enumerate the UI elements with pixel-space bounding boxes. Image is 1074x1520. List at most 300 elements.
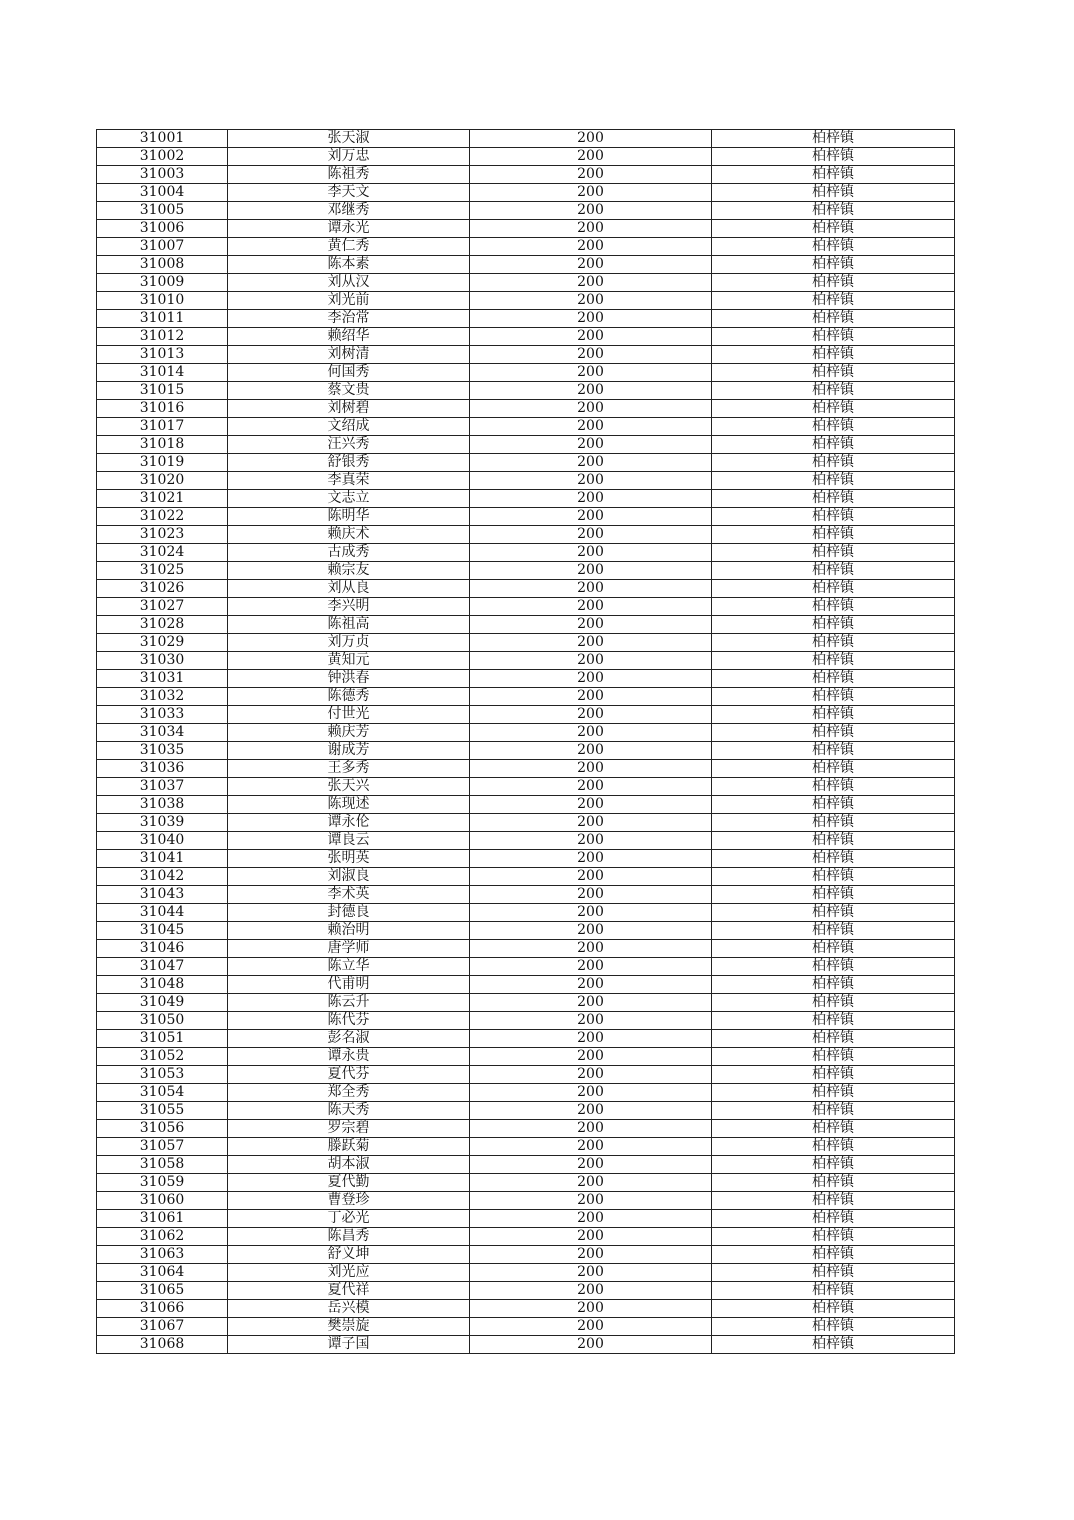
record-id-cell: 31026	[97, 580, 228, 598]
record-id-cell: 31050	[97, 1012, 228, 1030]
table-row	[97, 814, 955, 832]
town-cell: 柏梓镇	[712, 616, 955, 634]
table-row	[97, 688, 955, 706]
name-cell: 夏代芬	[228, 1066, 470, 1084]
town-cell: 柏梓镇	[712, 634, 955, 652]
record-id-cell: 31028	[97, 616, 228, 634]
table-row	[97, 1318, 955, 1336]
amount-cell: 200	[470, 1120, 712, 1138]
name-cell: 夏代勤	[228, 1174, 470, 1192]
record-id-cell: 31051	[97, 1030, 228, 1048]
amount-cell: 200	[470, 130, 712, 148]
amount-cell: 200	[470, 1030, 712, 1048]
table-row	[97, 382, 955, 400]
table-row	[97, 868, 955, 886]
table-row	[97, 328, 955, 346]
name-cell: 谭良云	[228, 832, 470, 850]
amount-cell: 200	[470, 1210, 712, 1228]
name-cell: 赖绍华	[228, 328, 470, 346]
table-row	[97, 904, 955, 922]
table-row	[97, 706, 955, 724]
name-cell: 刘淑良	[228, 868, 470, 886]
town-cell: 柏梓镇	[712, 1120, 955, 1138]
name-cell: 黄知元	[228, 652, 470, 670]
town-cell: 柏梓镇	[712, 1156, 955, 1174]
table-row	[97, 832, 955, 850]
name-cell: 谭子国	[228, 1336, 470, 1354]
record-id-cell: 31066	[97, 1300, 228, 1318]
name-cell: 赖庆术	[228, 526, 470, 544]
town-cell: 柏梓镇	[712, 274, 955, 292]
town-cell: 柏梓镇	[712, 328, 955, 346]
roster-table-body	[97, 130, 955, 1354]
amount-cell: 200	[470, 580, 712, 598]
amount-cell: 200	[470, 868, 712, 886]
record-id-cell: 31056	[97, 1120, 228, 1138]
record-id-cell: 31043	[97, 886, 228, 904]
town-cell: 柏梓镇	[712, 886, 955, 904]
name-cell: 张天兴	[228, 778, 470, 796]
name-cell: 赖庆芳	[228, 724, 470, 742]
amount-cell: 200	[470, 292, 712, 310]
amount-cell: 200	[470, 850, 712, 868]
record-id-cell: 31045	[97, 922, 228, 940]
name-cell: 谭永光	[228, 220, 470, 238]
record-id-cell: 31018	[97, 436, 228, 454]
name-cell: 陈现述	[228, 796, 470, 814]
table-row	[97, 976, 955, 994]
town-cell: 柏梓镇	[712, 1210, 955, 1228]
name-cell: 赖宗友	[228, 562, 470, 580]
table-row	[97, 544, 955, 562]
amount-cell: 200	[470, 688, 712, 706]
town-cell: 柏梓镇	[712, 652, 955, 670]
table-row	[97, 472, 955, 490]
amount-cell: 200	[470, 544, 712, 562]
town-cell: 柏梓镇	[712, 904, 955, 922]
town-cell: 柏梓镇	[712, 1174, 955, 1192]
record-id-cell: 31061	[97, 1210, 228, 1228]
table-row	[97, 1282, 955, 1300]
table-row	[97, 238, 955, 256]
town-cell: 柏梓镇	[712, 148, 955, 166]
town-cell: 柏梓镇	[712, 958, 955, 976]
record-id-cell: 31023	[97, 526, 228, 544]
town-cell: 柏梓镇	[712, 166, 955, 184]
town-cell: 柏梓镇	[712, 1336, 955, 1354]
record-id-cell: 31017	[97, 418, 228, 436]
amount-cell: 200	[470, 148, 712, 166]
name-cell: 胡本淑	[228, 1156, 470, 1174]
table-row	[97, 1102, 955, 1120]
amount-cell: 200	[470, 526, 712, 544]
amount-cell: 200	[470, 1192, 712, 1210]
amount-cell: 200	[470, 1318, 712, 1336]
name-cell: 岳兴模	[228, 1300, 470, 1318]
record-id-cell: 31044	[97, 904, 228, 922]
name-cell: 赖治明	[228, 922, 470, 940]
record-id-cell: 31063	[97, 1246, 228, 1264]
amount-cell: 200	[470, 166, 712, 184]
table-row	[97, 454, 955, 472]
name-cell: 刘万贞	[228, 634, 470, 652]
town-cell: 柏梓镇	[712, 976, 955, 994]
amount-cell: 200	[470, 346, 712, 364]
name-cell: 李兴明	[228, 598, 470, 616]
record-id-cell: 31016	[97, 400, 228, 418]
record-id-cell: 31067	[97, 1318, 228, 1336]
record-id-cell: 31048	[97, 976, 228, 994]
amount-cell: 200	[470, 1336, 712, 1354]
name-cell: 陈明华	[228, 508, 470, 526]
table-row	[97, 310, 955, 328]
town-cell: 柏梓镇	[712, 130, 955, 148]
amount-cell: 200	[470, 670, 712, 688]
table-row	[97, 220, 955, 238]
town-cell: 柏梓镇	[712, 724, 955, 742]
amount-cell: 200	[470, 1012, 712, 1030]
town-cell: 柏梓镇	[712, 1300, 955, 1318]
record-id-cell: 31055	[97, 1102, 228, 1120]
record-id-cell: 31052	[97, 1048, 228, 1066]
table-row	[97, 364, 955, 382]
name-cell: 古成秀	[228, 544, 470, 562]
amount-cell: 200	[470, 598, 712, 616]
table-row	[97, 580, 955, 598]
amount-cell: 200	[470, 238, 712, 256]
table-row	[97, 796, 955, 814]
town-cell: 柏梓镇	[712, 1318, 955, 1336]
name-cell: 文志立	[228, 490, 470, 508]
record-id-cell: 31037	[97, 778, 228, 796]
town-cell: 柏梓镇	[712, 1102, 955, 1120]
town-cell: 柏梓镇	[712, 1048, 955, 1066]
record-id-cell: 31013	[97, 346, 228, 364]
town-cell: 柏梓镇	[712, 796, 955, 814]
town-cell: 柏梓镇	[712, 202, 955, 220]
amount-cell: 200	[470, 1300, 712, 1318]
name-cell: 王多秀	[228, 760, 470, 778]
town-cell: 柏梓镇	[712, 256, 955, 274]
amount-cell: 200	[470, 1228, 712, 1246]
record-id-cell: 31036	[97, 760, 228, 778]
table-row	[97, 1174, 955, 1192]
record-id-cell: 31010	[97, 292, 228, 310]
amount-cell: 200	[470, 742, 712, 760]
record-id-cell: 31022	[97, 508, 228, 526]
record-id-cell: 31012	[97, 328, 228, 346]
amount-cell: 200	[470, 706, 712, 724]
record-id-cell: 31035	[97, 742, 228, 760]
town-cell: 柏梓镇	[712, 1066, 955, 1084]
table-row	[97, 1156, 955, 1174]
record-id-cell: 31015	[97, 382, 228, 400]
town-cell: 柏梓镇	[712, 778, 955, 796]
table-row	[97, 274, 955, 292]
name-cell: 丁必光	[228, 1210, 470, 1228]
table-row	[97, 940, 955, 958]
table-row	[97, 418, 955, 436]
town-cell: 柏梓镇	[712, 490, 955, 508]
amount-cell: 200	[470, 940, 712, 958]
name-cell: 刘树碧	[228, 400, 470, 418]
amount-cell: 200	[470, 220, 712, 238]
amount-cell: 200	[470, 778, 712, 796]
town-cell: 柏梓镇	[712, 994, 955, 1012]
table-row	[97, 742, 955, 760]
table-row	[97, 778, 955, 796]
amount-cell: 200	[470, 436, 712, 454]
record-id-cell: 31032	[97, 688, 228, 706]
record-id-cell: 31029	[97, 634, 228, 652]
amount-cell: 200	[470, 814, 712, 832]
town-cell: 柏梓镇	[712, 364, 955, 382]
name-cell: 代甫明	[228, 976, 470, 994]
town-cell: 柏梓镇	[712, 544, 955, 562]
table-row	[97, 148, 955, 166]
record-id-cell: 31001	[97, 130, 228, 148]
record-id-cell: 31064	[97, 1264, 228, 1282]
record-id-cell: 31024	[97, 544, 228, 562]
town-cell: 柏梓镇	[712, 418, 955, 436]
table-row	[97, 436, 955, 454]
amount-cell: 200	[470, 274, 712, 292]
name-cell: 张明英	[228, 850, 470, 868]
amount-cell: 200	[470, 904, 712, 922]
amount-cell: 200	[470, 832, 712, 850]
town-cell: 柏梓镇	[712, 454, 955, 472]
name-cell: 陈祖高	[228, 616, 470, 634]
amount-cell: 200	[470, 310, 712, 328]
town-cell: 柏梓镇	[712, 310, 955, 328]
table-row	[97, 1048, 955, 1066]
record-id-cell: 31059	[97, 1174, 228, 1192]
name-cell: 舒义坤	[228, 1246, 470, 1264]
name-cell: 刘万忠	[228, 148, 470, 166]
name-cell: 舒银秀	[228, 454, 470, 472]
name-cell: 何国秀	[228, 364, 470, 382]
amount-cell: 200	[470, 652, 712, 670]
amount-cell: 200	[470, 634, 712, 652]
table-row	[97, 1030, 955, 1048]
town-cell: 柏梓镇	[712, 814, 955, 832]
amount-cell: 200	[470, 1246, 712, 1264]
table-row	[97, 1066, 955, 1084]
record-id-cell: 31025	[97, 562, 228, 580]
table-row	[97, 346, 955, 364]
table-row	[97, 1246, 955, 1264]
name-cell: 曹登珍	[228, 1192, 470, 1210]
record-id-cell: 31027	[97, 598, 228, 616]
town-cell: 柏梓镇	[712, 850, 955, 868]
table-row	[97, 994, 955, 1012]
name-cell: 陈昌秀	[228, 1228, 470, 1246]
town-cell: 柏梓镇	[712, 1012, 955, 1030]
town-cell: 柏梓镇	[712, 220, 955, 238]
town-cell: 柏梓镇	[712, 382, 955, 400]
name-cell: 谭永贵	[228, 1048, 470, 1066]
table-row	[97, 184, 955, 202]
town-cell: 柏梓镇	[712, 346, 955, 364]
name-cell: 李真荣	[228, 472, 470, 490]
amount-cell: 200	[470, 256, 712, 274]
amount-cell: 200	[470, 490, 712, 508]
amount-cell: 200	[470, 562, 712, 580]
town-cell: 柏梓镇	[712, 562, 955, 580]
table-row	[97, 1336, 955, 1354]
record-id-cell: 31034	[97, 724, 228, 742]
town-cell: 柏梓镇	[712, 508, 955, 526]
name-cell: 封德良	[228, 904, 470, 922]
name-cell: 刘光前	[228, 292, 470, 310]
town-cell: 柏梓镇	[712, 1192, 955, 1210]
record-id-cell: 31058	[97, 1156, 228, 1174]
record-id-cell: 31039	[97, 814, 228, 832]
name-cell: 谭永伦	[228, 814, 470, 832]
roster-table	[96, 129, 955, 1354]
table-row	[97, 1300, 955, 1318]
record-id-cell: 31002	[97, 148, 228, 166]
table-row	[97, 616, 955, 634]
name-cell: 彭名淑	[228, 1030, 470, 1048]
town-cell: 柏梓镇	[712, 598, 955, 616]
record-id-cell: 31049	[97, 994, 228, 1012]
record-id-cell: 31004	[97, 184, 228, 202]
record-id-cell: 31011	[97, 310, 228, 328]
record-id-cell: 31005	[97, 202, 228, 220]
amount-cell: 200	[470, 994, 712, 1012]
name-cell: 陈天秀	[228, 1102, 470, 1120]
record-id-cell: 31003	[97, 166, 228, 184]
record-id-cell: 31020	[97, 472, 228, 490]
name-cell: 刘从良	[228, 580, 470, 598]
amount-cell: 200	[470, 1102, 712, 1120]
record-id-cell: 31014	[97, 364, 228, 382]
record-id-cell: 31057	[97, 1138, 228, 1156]
record-id-cell: 31047	[97, 958, 228, 976]
name-cell: 刘光应	[228, 1264, 470, 1282]
table-row	[97, 670, 955, 688]
table-row	[97, 1228, 955, 1246]
amount-cell: 200	[470, 1156, 712, 1174]
amount-cell: 200	[470, 922, 712, 940]
name-cell: 付世光	[228, 706, 470, 724]
amount-cell: 200	[470, 1282, 712, 1300]
town-cell: 柏梓镇	[712, 1228, 955, 1246]
town-cell: 柏梓镇	[712, 238, 955, 256]
amount-cell: 200	[470, 1048, 712, 1066]
table-row	[97, 598, 955, 616]
name-cell: 黄仁秀	[228, 238, 470, 256]
amount-cell: 200	[470, 1174, 712, 1192]
name-cell: 陈云升	[228, 994, 470, 1012]
town-cell: 柏梓镇	[712, 706, 955, 724]
amount-cell: 200	[470, 382, 712, 400]
town-cell: 柏梓镇	[712, 742, 955, 760]
record-id-cell: 31007	[97, 238, 228, 256]
town-cell: 柏梓镇	[712, 580, 955, 598]
record-id-cell: 31031	[97, 670, 228, 688]
name-cell: 张天淑	[228, 130, 470, 148]
table-row	[97, 850, 955, 868]
table-row	[97, 130, 955, 148]
record-id-cell: 31046	[97, 940, 228, 958]
table-row	[97, 526, 955, 544]
record-id-cell: 31041	[97, 850, 228, 868]
town-cell: 柏梓镇	[712, 472, 955, 490]
amount-cell: 200	[470, 184, 712, 202]
table-row	[97, 724, 955, 742]
name-cell: 钟洪春	[228, 670, 470, 688]
record-id-cell: 31042	[97, 868, 228, 886]
name-cell: 夏代祥	[228, 1282, 470, 1300]
table-row	[97, 400, 955, 418]
record-id-cell: 31038	[97, 796, 228, 814]
town-cell: 柏梓镇	[712, 1030, 955, 1048]
record-id-cell: 31065	[97, 1282, 228, 1300]
table-row	[97, 760, 955, 778]
table-row	[97, 1210, 955, 1228]
table-row	[97, 634, 955, 652]
town-cell: 柏梓镇	[712, 1138, 955, 1156]
town-cell: 柏梓镇	[712, 1246, 955, 1264]
record-id-cell: 31030	[97, 652, 228, 670]
table-row	[97, 508, 955, 526]
town-cell: 柏梓镇	[712, 436, 955, 454]
name-cell: 邓继秀	[228, 202, 470, 220]
amount-cell: 200	[470, 472, 712, 490]
table-row	[97, 1120, 955, 1138]
table-row	[97, 166, 955, 184]
table-row	[97, 886, 955, 904]
amount-cell: 200	[470, 976, 712, 994]
town-cell: 柏梓镇	[712, 760, 955, 778]
record-id-cell: 31006	[97, 220, 228, 238]
name-cell: 蔡文贵	[228, 382, 470, 400]
amount-cell: 200	[470, 202, 712, 220]
record-id-cell: 31019	[97, 454, 228, 472]
amount-cell: 200	[470, 616, 712, 634]
record-id-cell: 31008	[97, 256, 228, 274]
table-row	[97, 490, 955, 508]
name-cell: 李天文	[228, 184, 470, 202]
name-cell: 滕跃菊	[228, 1138, 470, 1156]
record-id-cell: 31040	[97, 832, 228, 850]
name-cell: 陈德秀	[228, 688, 470, 706]
amount-cell: 200	[470, 1084, 712, 1102]
town-cell: 柏梓镇	[712, 670, 955, 688]
town-cell: 柏梓镇	[712, 940, 955, 958]
record-id-cell: 31060	[97, 1192, 228, 1210]
name-cell: 陈立华	[228, 958, 470, 976]
town-cell: 柏梓镇	[712, 1282, 955, 1300]
town-cell: 柏梓镇	[712, 922, 955, 940]
amount-cell: 200	[470, 1138, 712, 1156]
table-row	[97, 256, 955, 274]
table-row	[97, 1192, 955, 1210]
table-row	[97, 1138, 955, 1156]
amount-cell: 200	[470, 418, 712, 436]
town-cell: 柏梓镇	[712, 688, 955, 706]
name-cell: 郑全秀	[228, 1084, 470, 1102]
amount-cell: 200	[470, 760, 712, 778]
name-cell: 汪兴秀	[228, 436, 470, 454]
record-id-cell: 31062	[97, 1228, 228, 1246]
name-cell: 陈本素	[228, 256, 470, 274]
town-cell: 柏梓镇	[712, 1084, 955, 1102]
town-cell: 柏梓镇	[712, 526, 955, 544]
record-id-cell: 31054	[97, 1084, 228, 1102]
